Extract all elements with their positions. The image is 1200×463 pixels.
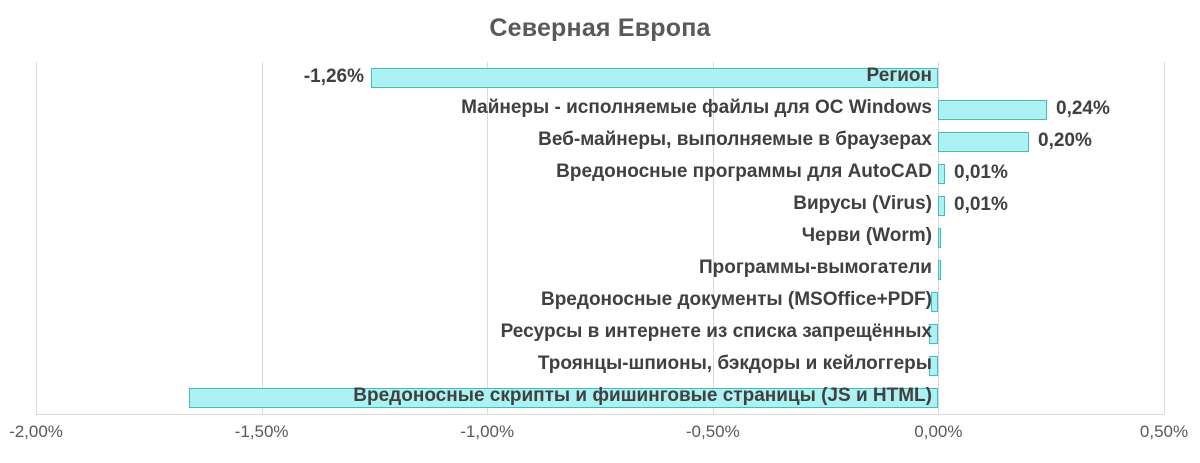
bar — [931, 292, 938, 312]
bar-category-label: Майнеры - исполняемые файлы для ОС Windows — [461, 97, 932, 118]
chart-title: Северная Европа — [489, 14, 711, 42]
bar-row — [36, 158, 1164, 190]
bar-category-label: Троянцы-шпионы, бэкдоры и кейлоггеры — [537, 353, 932, 374]
bar-category-label: Вредоносные скрипты и фишинговые страницы (JS и HTML) — [353, 385, 932, 406]
bar — [938, 260, 941, 280]
x-tick-label: -1,00% — [460, 422, 515, 441]
bar-category-label: Вредоносные документы (MSOffice+PDF) — [540, 289, 932, 310]
bar — [938, 164, 945, 184]
bar — [938, 132, 1028, 152]
bar-row — [36, 350, 1164, 382]
bar-category-label: Вирусы (Virus) — [793, 193, 932, 214]
bar — [938, 196, 945, 216]
bar-row — [36, 286, 1164, 318]
bar-row — [36, 94, 1164, 126]
plot-area — [36, 62, 1164, 414]
bar-row — [36, 62, 1164, 94]
bar-series — [36, 62, 1164, 414]
bar-row — [36, 318, 1164, 350]
x-tick-label: 0,50% — [1139, 422, 1189, 441]
bar-category-label: Ресурсы в интернете из списка запрещённых — [500, 321, 932, 342]
bar-value-label: 0,01% — [954, 162, 1008, 183]
bar — [938, 228, 941, 248]
bar-value-label: -1,26% — [303, 66, 364, 87]
bar-value-label: 0,20% — [1038, 130, 1092, 151]
x-axis-line — [36, 414, 1164, 415]
bar-category-label: Веб-майнеры, выполняемые в браузерах — [538, 129, 932, 150]
x-tick-label: 0,00% — [914, 422, 963, 441]
bar-value-label: 0,24% — [1056, 98, 1110, 119]
bar-row — [36, 222, 1164, 254]
bar-value-label: 0,01% — [954, 194, 1008, 215]
x-tick-label: -2,00% — [9, 422, 63, 441]
gridline-5 — [1164, 62, 1165, 414]
bar-category-label: Вредоносные программы для AutoCAD — [556, 161, 932, 182]
bar-category-label: Программы-вымогатели — [698, 257, 932, 278]
bar-row — [36, 126, 1164, 158]
bar-category-label: Регион — [866, 65, 932, 86]
bar-row — [36, 254, 1164, 286]
bar-category-label: Черви (Worm) — [801, 225, 932, 246]
bar-row — [36, 382, 1164, 414]
bar — [371, 68, 939, 88]
x-tick-label: -0,50% — [685, 422, 740, 441]
x-axis-tick-labels — [0, 422, 1200, 452]
bar-row — [36, 190, 1164, 222]
x-tick-label: -1,50% — [234, 422, 289, 441]
bar — [938, 100, 1046, 120]
